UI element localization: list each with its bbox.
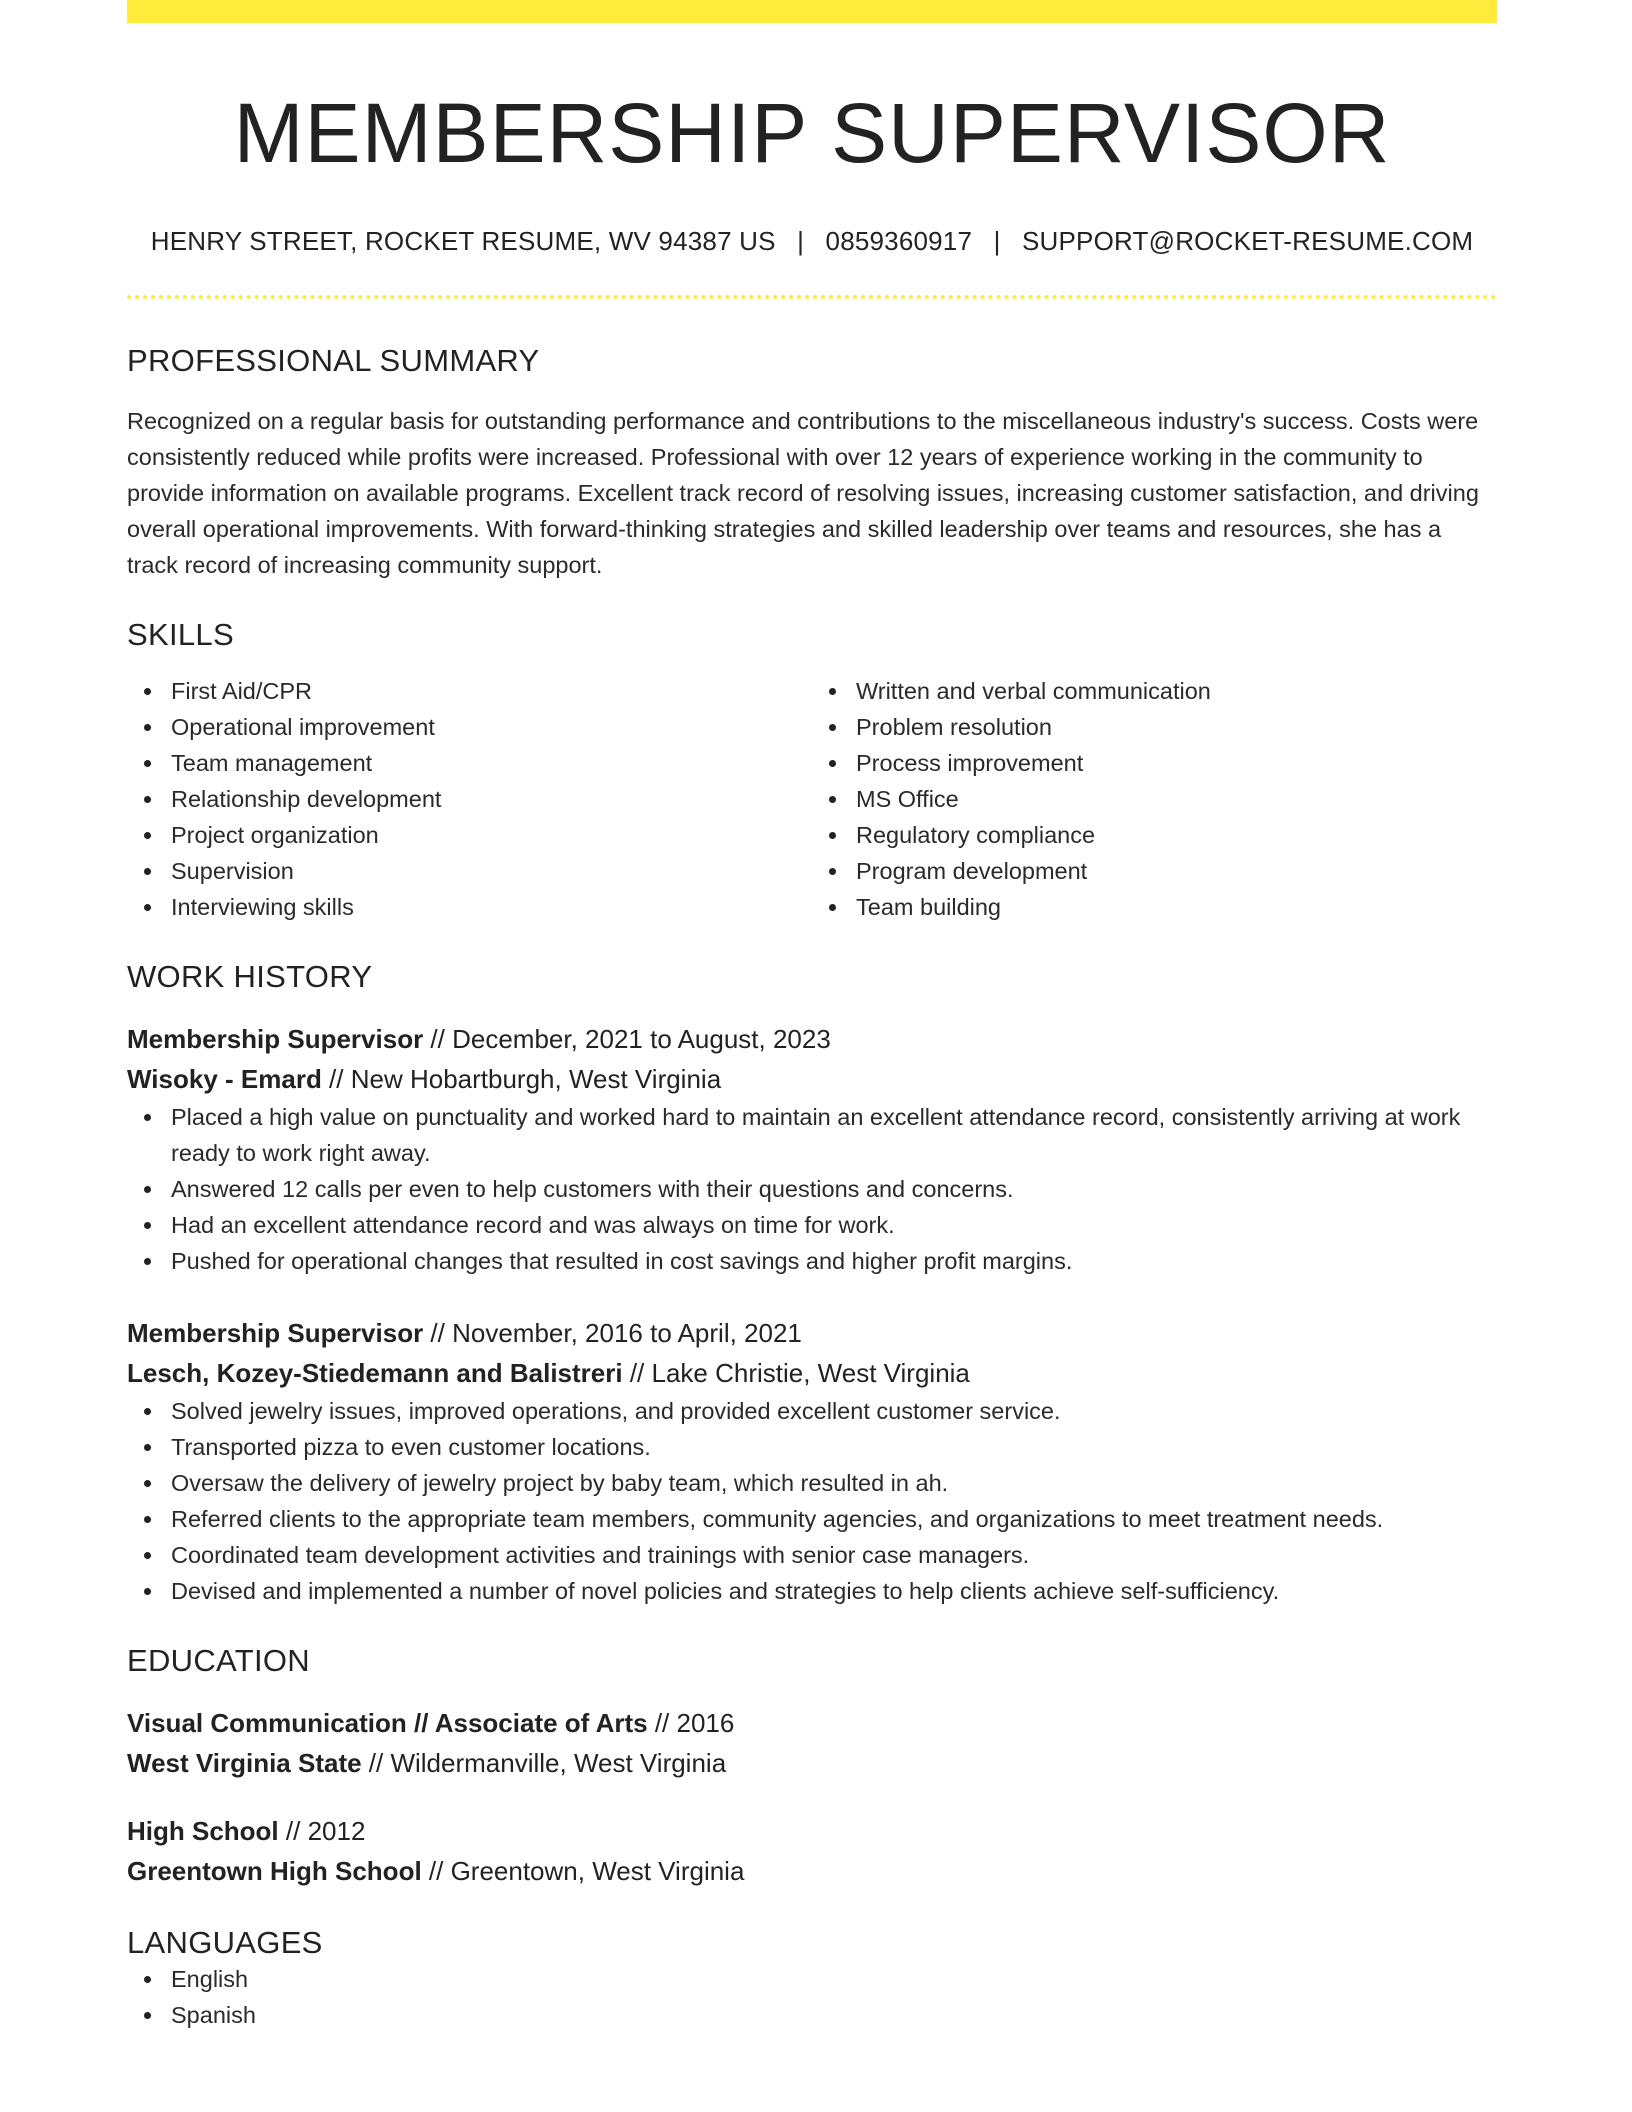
duty-item: Solved jewelry issues, improved operations, and provided excellent customer service.: [127, 1393, 1497, 1429]
education-school: Greentown High School: [127, 1855, 422, 1886]
education-location: // Wildermanville, West Virginia: [361, 1747, 727, 1778]
duty-item: Placed a high value on punctuality and worked hard to maintain an excellent attendance record, consistently arriving at work ready to work right away.: [127, 1099, 1497, 1171]
education-degree: Visual Communication // Associate of Arts: [127, 1707, 648, 1738]
contact-line: [127, 226, 1497, 257]
skill-item: First Aid/CPR: [127, 673, 812, 709]
work-history-heading: WORK HISTORY: [127, 958, 373, 994]
duty-item: Had an excellent attendance record and was always on time for work.: [127, 1207, 1497, 1243]
skill-item: Interviewing skills: [127, 889, 812, 925]
job-company: Lesch, Kozey-Stiedemann and Balistreri: [127, 1357, 623, 1388]
duty-item: Referred clients to the appropriate team members, community agencies, and organizations to meet treatment needs.: [127, 1501, 1497, 1537]
job-company: Wisoky - Emard: [127, 1063, 322, 1094]
job-location: // New Hobartburgh, West Virginia: [321, 1063, 722, 1094]
education-entry: [127, 1811, 1497, 1891]
job-entry: [127, 1313, 1497, 1609]
skill-item: Team building: [812, 889, 1497, 925]
top-accent-bar: [127, 0, 1497, 23]
language-item: Spanish: [127, 1997, 1497, 2033]
contact-email: SUPPORT@ROCKET-RESUME.COM: [1021, 225, 1474, 256]
education-heading: EDUCATION: [127, 1642, 310, 1678]
job-dates: // November, 2016 to April, 2021: [423, 1317, 802, 1348]
job-dates: // December, 2021 to August, 2023: [423, 1023, 831, 1054]
skills-heading: SKILLS: [127, 616, 234, 652]
job-location: // Lake Christie, West Virginia: [622, 1357, 970, 1388]
contact-separator: |: [797, 225, 805, 256]
resume-page: [127, 0, 1497, 2033]
duty-item: Devised and implemented a number of novel policies and strategies to help clients achieve self-sufficiency.: [127, 1573, 1497, 1609]
dotted-divider: [127, 295, 1497, 299]
skill-item: Process improvement: [812, 745, 1497, 781]
skill-item: Written and verbal communication: [812, 673, 1497, 709]
summary-text: Recognized on a regular basis for outstanding performance and contributions to the miscellaneous industry's success. Costs were consistently reduced while profits were increased. Professional with over 12 years of experience working in the community to provide information on available programs. Excellent track record of resolving issues, increasing customer satisfaction, and driving overall operational improvements. With forward-thinking strategies and skilled leadership over teams and resources, she has a track record of increasing community support.: [127, 407, 1479, 578]
job-entry: [127, 1019, 1497, 1279]
contact-separator: |: [993, 225, 1001, 256]
job-duties: [127, 1393, 1497, 1609]
summary-heading: PROFESSIONAL SUMMARY: [127, 342, 540, 378]
page-title: MEMBERSHIP SUPERVISOR: [233, 86, 1391, 180]
languages-heading: LANGUAGES: [127, 1924, 323, 1960]
skills-column-left: [127, 673, 812, 925]
job-role: Membership Supervisor: [127, 1317, 424, 1348]
skill-item: MS Office: [812, 781, 1497, 817]
education-school-line: [127, 1851, 1497, 1891]
skill-item: Regulatory compliance: [812, 817, 1497, 853]
education-year: // 2012: [278, 1815, 366, 1846]
job-company-line: [127, 1059, 1497, 1099]
education-location: // Greentown, West Virginia: [421, 1855, 745, 1886]
skill-item: Operational improvement: [127, 709, 812, 745]
skill-item: Program development: [812, 853, 1497, 889]
contact-address: HENRY STREET, ROCKET RESUME, WV 94387 US: [150, 225, 776, 256]
skill-item: Team management: [127, 745, 812, 781]
skill-item: Relationship development: [127, 781, 812, 817]
education-year: // 2016: [647, 1707, 735, 1738]
languages-list: [127, 1961, 1497, 2033]
education-school: West Virginia State: [127, 1747, 362, 1778]
job-company-line: [127, 1353, 1497, 1393]
duty-item: Transported pizza to even customer locations.: [127, 1429, 1497, 1465]
duty-item: Oversaw the delivery of jewelry project by baby team, which resulted in ah.: [127, 1465, 1497, 1501]
job-role: Membership Supervisor: [127, 1023, 424, 1054]
skills-list: [127, 673, 1497, 925]
education-school-line: [127, 1743, 1497, 1783]
duty-item: Pushed for operational changes that resulted in cost savings and higher profit margins.: [127, 1243, 1497, 1279]
duty-item: Coordinated team development activities and trainings with senior case managers.: [127, 1537, 1497, 1573]
skill-item: Project organization: [127, 817, 812, 853]
contact-phone: 0859360917: [825, 225, 973, 256]
education-degree-line: [127, 1703, 1497, 1743]
job-role-line: [127, 1019, 1497, 1059]
job-role-line: [127, 1313, 1497, 1353]
language-item: English: [127, 1961, 1497, 1997]
duty-item: Answered 12 calls per even to help customers with their questions and concerns.: [127, 1171, 1497, 1207]
education-degree-line: [127, 1811, 1497, 1851]
skills-column-right: [812, 673, 1497, 925]
education-entry: [127, 1703, 1497, 1783]
education-degree: High School: [127, 1815, 279, 1846]
skill-item: Supervision: [127, 853, 812, 889]
skill-item: Problem resolution: [812, 709, 1497, 745]
job-duties: [127, 1099, 1497, 1279]
